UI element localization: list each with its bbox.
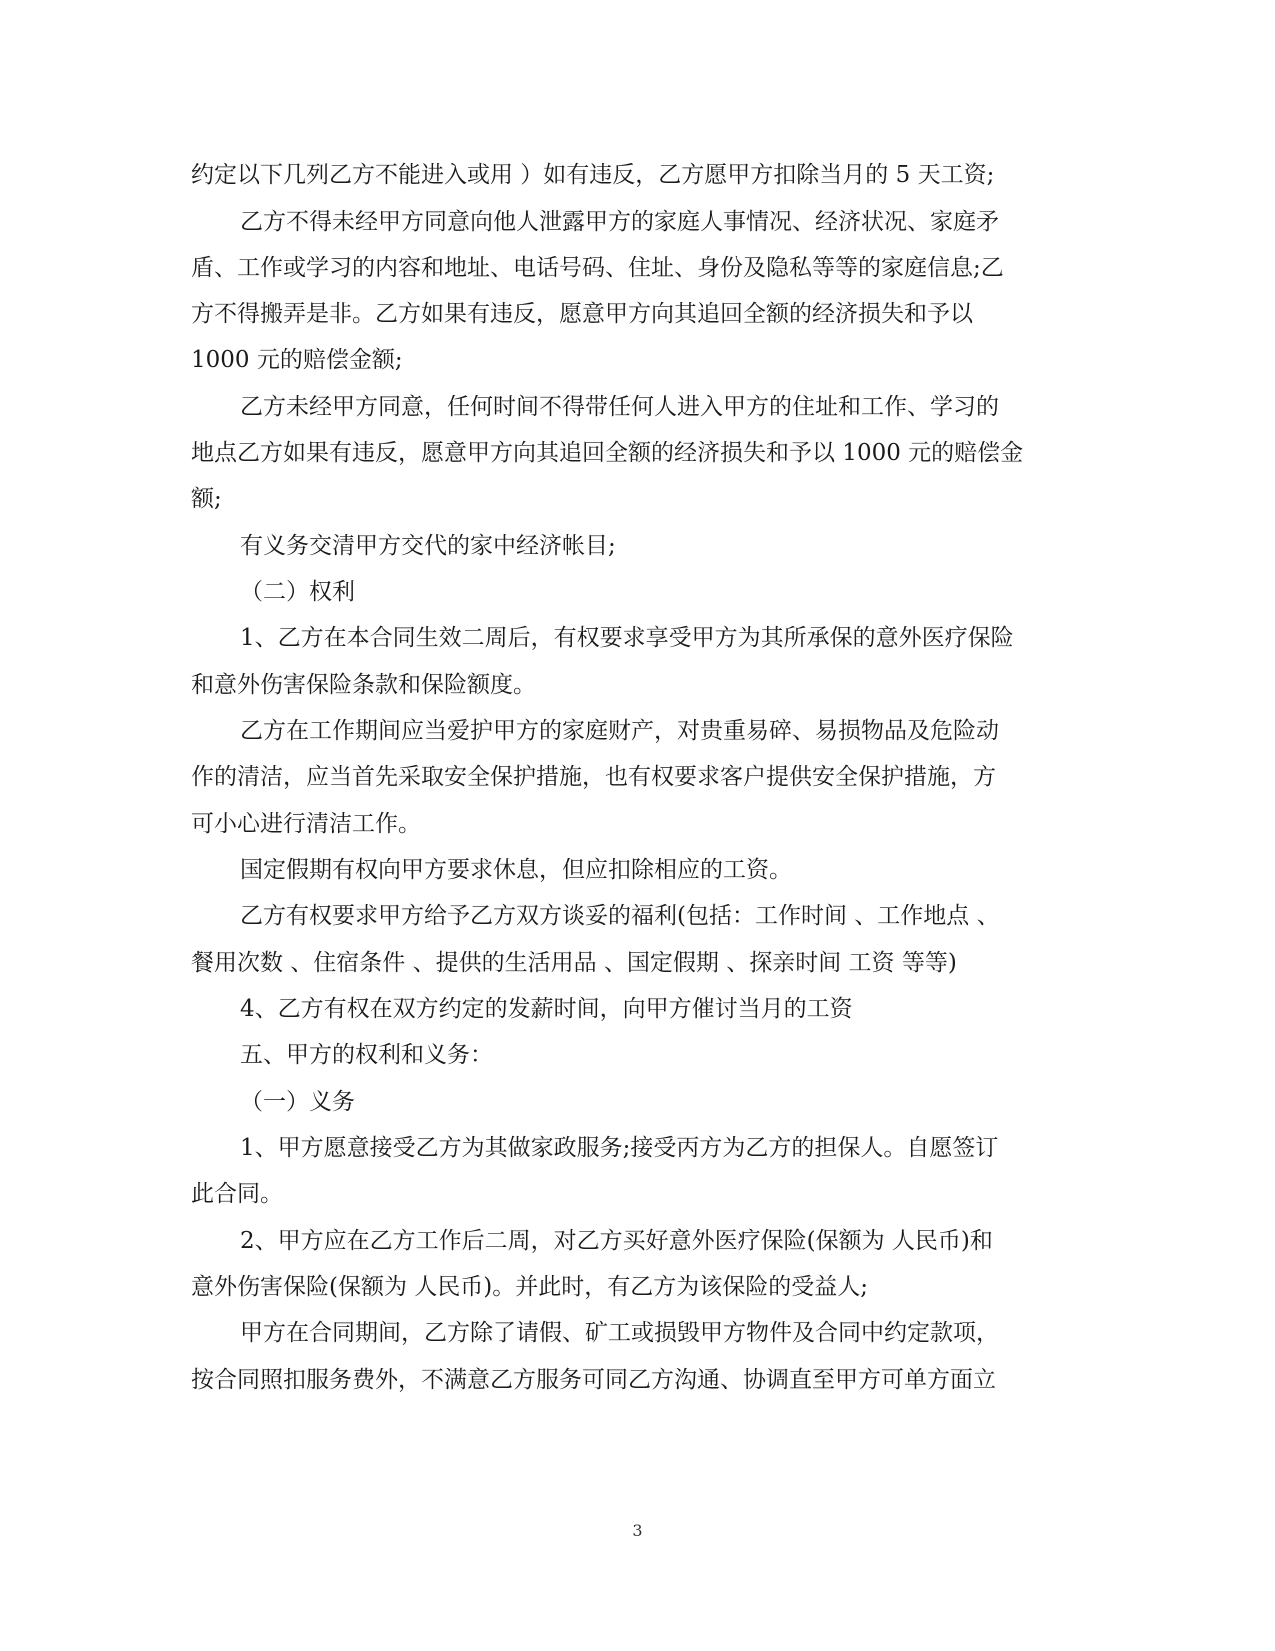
text-line: 按合同照扣服务费外，不满意乙方服务可同乙方沟通、协调直至甲方可单方面立 <box>191 1367 996 1393</box>
text-line: 甲方在合同期间，乙方除了请假、矿工或损毁甲方物件及合同中约定款项， <box>240 1320 999 1346</box>
text-line: 和意外伤害保险条款和保险额度。 <box>191 672 536 698</box>
page-number: 3 <box>632 1521 643 1540</box>
text-line: 1、乙方在本合同生效二周后，有权要求享受甲方为其所承保的意外医疗保险 <box>240 625 1014 651</box>
text-line: 约定以下几列乙方不能进入或用 ）如有违反，乙方愿甲方扣除当月的 5 天工资; <box>191 162 995 188</box>
text-line: 意外伤害保险(保额为 人民币)。并此时，有乙方为该保险的受益人; <box>191 1274 869 1300</box>
section-heading: （一）义务 <box>240 1089 355 1115</box>
text-line: 乙方在工作期间应当爱护甲方的家庭财产，对贵重易碎、易损物品及危险动 <box>240 718 999 744</box>
text-line: 作的清洁，应当首先采取安全保护措施，也有权要求客户提供安全保护措施，方 <box>191 764 996 790</box>
text-line: 2、甲方应在乙方工作后二周，对乙方买好意外医疗保险(保额为 人民币)和 <box>240 1228 993 1254</box>
text-line: 4、乙方有权在双方约定的发薪时间，向甲方催讨当月的工资 <box>240 996 853 1022</box>
text-line: 可小心进行清洁工作。 <box>191 811 421 837</box>
text-line: 盾、工作或学习的内容和地址、电话号码、住址、身份及隐私等等的家庭信息;乙 <box>191 255 1004 281</box>
text-line: 国定假期有权向甲方要求休息，但应扣除相应的工资。 <box>240 857 792 883</box>
text-line: 额; <box>191 486 222 512</box>
text-line: 此合同。 <box>191 1181 283 1207</box>
text-line: 餐用次数 、住宿条件 、提供的生活用品 、国定假期 、探亲时间 工资 等等) <box>191 950 957 976</box>
text-line: 方不得搬弄是非。乙方如果有违反，愿意甲方向其追回全额的经济损失和予以 <box>191 301 973 327</box>
text-line: 乙方有权要求甲方给予乙方双方谈妥的福利(包括：工作时间 、工作地点 、 <box>240 903 1000 929</box>
text-line: 有义务交清甲方交代的家中经济帐目; <box>240 533 616 559</box>
text-line: 地点乙方如果有违反，愿意甲方向其追回全额的经济损失和予以 1000 元的赔偿金 <box>191 440 1024 466</box>
text-line: 乙方未经甲方同意，任何时间不得带任何人进入甲方的住址和工作、学习的 <box>240 394 999 420</box>
section-heading: 五、甲方的权利和义务： <box>240 1042 493 1068</box>
text-line: 1000 元的赔偿金额; <box>191 347 403 373</box>
text-line: 乙方不得未经甲方同意向他人泄露甲方的家庭人事情况、经济状况、家庭矛 <box>240 209 999 235</box>
text-line: 1、甲方愿意接受乙方为其做家政服务;接受丙方为乙方的担保人。自愿签订 <box>240 1135 999 1161</box>
section-heading: （二）权利 <box>240 579 355 605</box>
